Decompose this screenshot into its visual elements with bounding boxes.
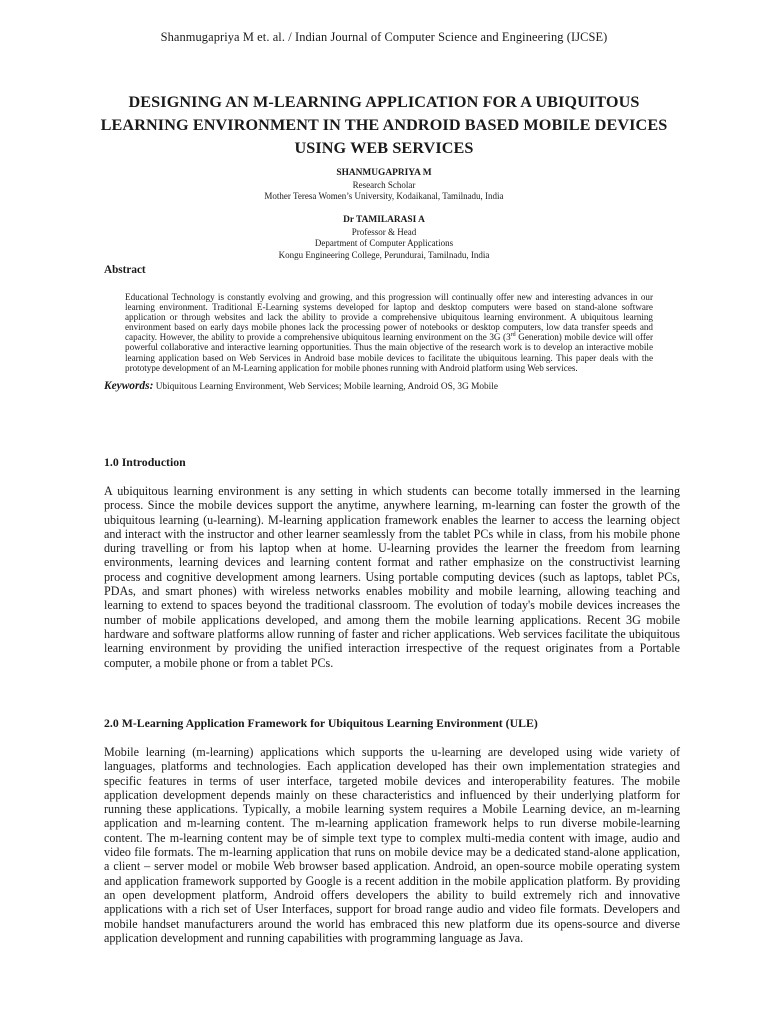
author-2-department: Department of Computer Applications [314, 238, 454, 249]
abstract-heading: Abstract [104, 264, 146, 276]
keywords-label: Keywords [104, 380, 150, 392]
author-2-affiliation: Kongu Engineering College, Perundurai, Tamilnadu, India [278, 249, 490, 260]
abstract-text-part-1: Educational Technology is constantly evolving and growing, and this progression will continually offer new and interesting advances in our learning environment. Traditional E-Learning systems developed for laptop and desktop computers were based on stand-alone software application or through websites and lack the ability to provide a comprehensive ubiquitous learning environment. A ubiquitous learning environment based on early days mobile phones lack the processing power of notebooks or desktop computers, low data transfer speeds and capacity. However, the ability to provide a comprehensive ubiquitous learning environment on the 3G (3 [125, 292, 653, 343]
section-1-paragraph: A ubiquitous learning environment is any setting in which students can become totally immersed in the learning process. Since the mobile devices support the anytime, anywhere learning, m-learning can foster the growth of the ubiquitous learning (u-learning). M-learning application framework enables the learner to access the learning object and interact with the instructor and other learner seamlessly from the tablet PCs while in class, from his mobile phone during travelling or from his laptop when at home. U-learning provides the learner the freedom from learning environments, learning devices and learning content format and rather emphasize on the constructivist learning process and cognitive development among learners. Using portable computing devices (such as laptops, tablet PCs, PDAs, and smart phones) with wireless networks enables mobility and mobile learning, allowing teaching and learning to extend to spaces beyond the traditional classroom. The evolution of today's mobile devices increases the number of mobile applications developed, and among them the mobile learning applications. Recent 3G mobile hardware and software platforms allow running of faster and richer applications. Web services facilitate the ubiquitous learning environment by providing the unified interaction irrespective of the request originates from a Portable computer, a mobile phone or from a tablet PCs. [104, 484, 680, 670]
section-2-heading: 2.0 M-Learning Application Framework for Ubiquitous Learning Environment (ULE) [104, 716, 538, 730]
abstract-superscript: rd [510, 332, 516, 339]
keywords-text: Ubiquitous Learning Environment, Web Services; Mobile learning, Android OS, 3G Mobile [153, 382, 498, 392]
section-1-heading: 1.0 Introduction [104, 455, 186, 469]
author-1-name: SHANMUGAPRIYA M [336, 168, 432, 178]
author-1-role: Research Scholar [352, 179, 416, 190]
running-head: Shanmugapriya M et. al. / Indian Journal of Computer Science and Engineering (IJCSE) [160, 30, 608, 44]
author-2 [100, 215, 668, 261]
author-2-name: Dr TAMILARASI A [343, 215, 425, 225]
abstract-text-part-2: Generation) mobile device will offer powerful collaborative and interactive learning opportunities. Thus the main objective of the research work is to develop an interactive mobile learning application based on Web Services in Android base mobile devices to facilitate the ubiquitous learning. This paper deals with the prototype development of an M-Learning application for mobile phones running with Android platform using Web services. [125, 332, 653, 373]
author-1-affiliation: Mother Teresa Women’s University, Kodaikanal, Tamilnadu, India [264, 191, 504, 202]
keywords-colon: : [149, 380, 154, 392]
abstract-body [125, 292, 653, 373]
keywords-line [104, 380, 684, 392]
paper-title: DESIGNING AN M-LEARNING APPLICATION FOR A UBIQUITOUS LEARNING ENVIRONMENT IN THE ANDROID BASED MOBILE DEVICES USING WEB SERVICES [100, 93, 668, 157]
author-1 [100, 168, 668, 203]
author-2-role: Professor & Head [351, 226, 417, 237]
section-2-paragraph: Mobile learning (m-learning) applications which supports the u-learning are developed using wide variety of languages, platforms and technologies. Each application developed has their own implementation strategies and specific features in terms of user interface, targeted mobile devices and interoperability features. The mobile application development depends mainly on these characteristics and influenced by their underlying platform for running these applications. Typically, a mobile learning system requires a Mobile Learning device, an m-learning application and m-learning content. The m-learning application framework helps to run diverse mobile-learning content. The m-learning content may be of simple text type to complex multi-media content with image, audio and video file formats. The m-learning application that runs on mobile device may be a dedicated stand-alone application, a client – server model or mobile Web browser based application. Android, an open-source mobile operating system and application framework supported by Google is a recent addition in the mobile application platform. By providing an open development platform, Android offers developers the ability to build extremely rich and innovative applications with a rich set of User Interfaces, support for broad range audio and video file formats. Developers and mobile handset manufacturers around the world has embraced this new platform due its opens-source and diverse application development and running capabilities with programming language as Java. [104, 745, 680, 945]
